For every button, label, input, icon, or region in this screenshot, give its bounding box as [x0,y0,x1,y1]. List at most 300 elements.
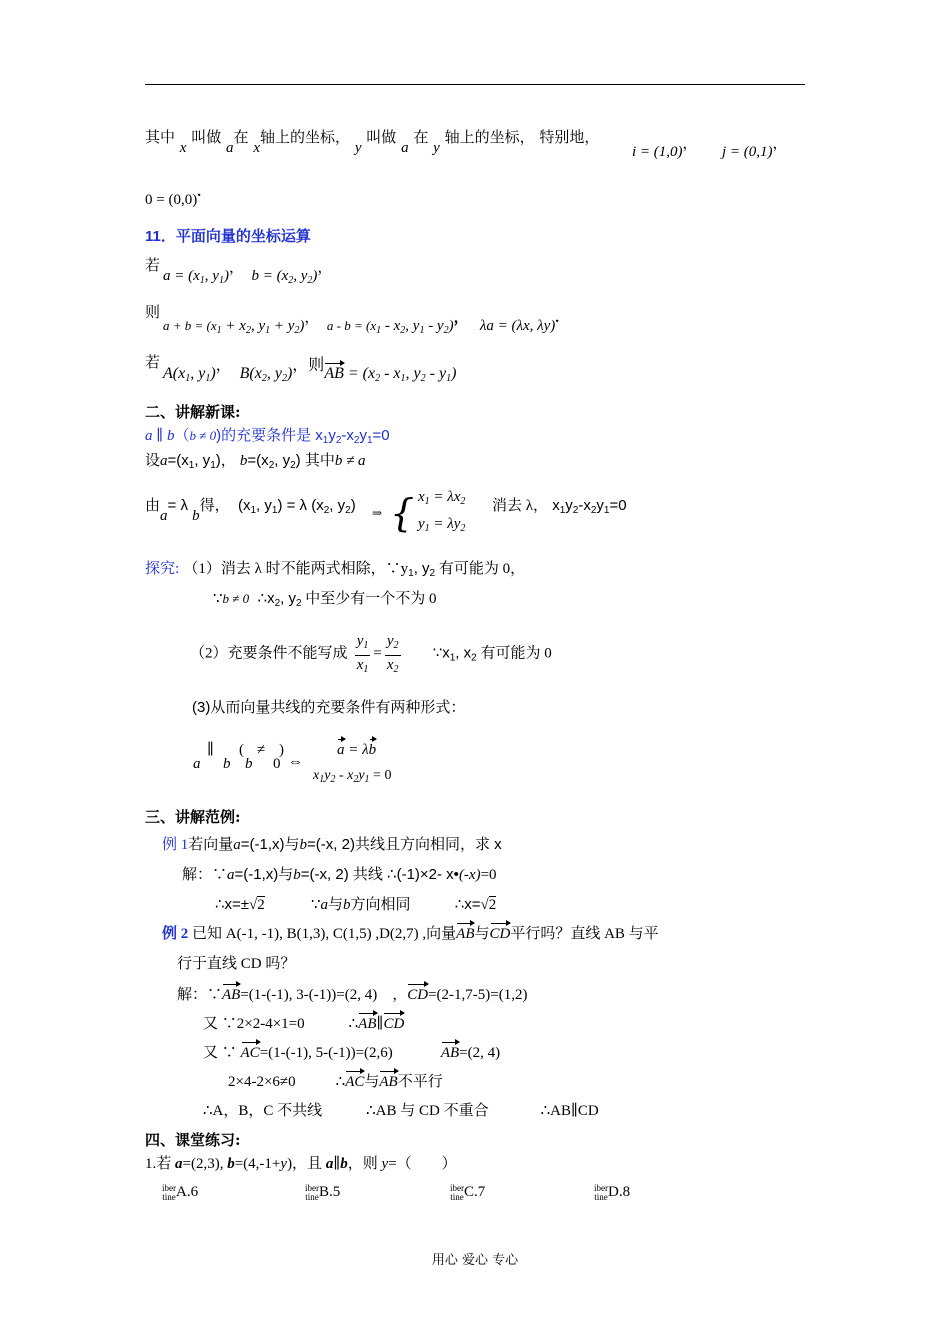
sub: 2 [245,325,251,336]
sub: 2 [353,435,360,446]
vector-a: a [337,742,345,758]
option-marker: iber tine [162,1182,176,1202]
text: 在 [233,128,249,146]
m: + y [270,318,295,334]
explore-line-1 [145,559,525,584]
sub: 2 [294,325,300,336]
text: 与 [474,926,490,942]
m: - x [381,318,401,334]
text: =(2,3), [182,1156,228,1172]
sub: 1 [400,373,406,384]
text: =(2, 4) [459,1045,501,1061]
text: 有可能为 0 [476,645,552,662]
vector-ab: AB [456,926,475,942]
text: =(x [167,452,189,469]
text: = λ [167,497,188,514]
j-vector [722,136,788,162]
sub: 2 [460,496,466,507]
operations-line [163,310,560,341]
vector-cd: CD [489,926,511,942]
sub: 1 [363,664,369,675]
vector-ab: AB [440,1045,460,1061]
sub: 2 [330,774,336,785]
sub: 2 [307,275,313,286]
m: A(x [163,365,186,382]
text: , y [413,560,430,577]
sub: 1 [319,774,325,785]
option-c[interactable] [450,1182,485,1202]
m: a = (x [163,268,200,284]
m: y [280,1156,288,1172]
option-marker: iber tine [305,1182,319,1202]
text: =(4,-1+ [234,1156,281,1172]
text: 与 [328,897,344,913]
m: a [320,897,328,913]
text: 不平行 [397,1074,443,1090]
collinear-condition [145,426,390,451]
sub: 1 [322,435,329,446]
text: y [596,497,604,514]
option-marker: iber tine [594,1182,608,1202]
m: ∥ [152,428,167,444]
example-2-solution-3 [203,1043,500,1063]
vector-b: b [368,742,377,758]
m: ) [312,268,318,284]
m: = (x [343,365,376,382]
example-2-cont: 行于直线 CD 吗？ [177,956,296,972]
i-vector [632,136,698,162]
text: （2）充要条件不能写成 [190,645,348,662]
m: b ≠ 0 [222,591,250,606]
sub: 1 [216,325,222,336]
text: =0 [609,497,627,514]
comma: ， [453,310,469,326]
m: b ≠ 0 [189,428,217,443]
m: - x [380,365,401,382]
text: 平行吗？直线 AB 与平 [510,926,659,942]
m: , y [405,365,421,382]
text: 与 [364,1074,380,1090]
math-zero: 0 = (0,0) [145,192,198,208]
m: a [193,756,201,772]
equation-system [390,486,465,540]
text: ∴x [257,590,275,607]
math-y: y [354,140,362,156]
sub: 1 [185,373,191,384]
example-2-solution-1 [177,985,527,1005]
sub: 1 [363,640,369,651]
operations-label: 则 [145,303,161,321]
implies-arrow: ⇒ [372,506,383,520]
text: y [359,427,367,444]
text: 有可能为 0， [435,561,526,577]
m: x [417,489,425,505]
sub: 1 [408,568,414,579]
text: 在 [413,128,429,146]
text: 叫做 [366,128,397,146]
m: x [356,657,364,673]
text: 得， [199,498,230,514]
m: y [417,516,425,532]
m: y [381,1156,389,1172]
m: a [175,1156,183,1172]
m: a [145,428,153,444]
m: y [356,633,364,649]
text: 解：∵ [182,867,228,883]
text: (x [237,497,251,514]
m: a - b = (x [326,318,377,333]
section-heading-4: 四、课堂练习: [145,1131,241,1149]
sub: 2 [353,774,359,785]
sub: 2 [393,664,399,675]
text: ∴ [335,1074,346,1090]
sub: 2 [335,435,342,446]
m: , y [204,268,219,284]
text: ) [350,497,356,514]
m: , y [190,365,206,382]
comma: ， [317,260,333,276]
m: , y [405,318,420,334]
text: 2×4-2×6≠0 [228,1074,296,1090]
m: = λ [344,742,369,758]
m: b [192,508,200,524]
text: = [373,645,382,662]
m: ) [299,318,305,334]
sqrt-sign: √ [480,897,489,913]
text: 又 ∵2×2-4×1=0 [203,1016,305,1032]
points-label: 若 [145,353,161,371]
vector-ac: AC [345,1074,365,1090]
m: = λy [429,516,461,532]
sub: 2 [393,640,399,651]
text: )，且 [287,1156,326,1172]
vector-cd: CD [407,987,429,1003]
text: ∴A，B，C 不共线 [203,1103,323,1119]
vector-a-coords [163,260,333,291]
example-1-result [215,895,496,915]
text: 1.若 [145,1156,176,1172]
m: a [160,508,168,524]
fraction-y2-x2 [385,632,401,679]
example-2-solution-4 [228,1072,443,1092]
m: y [386,633,394,649]
page-footer: 用心 爱心 专心 [431,1253,519,1268]
sub: 1 [364,774,370,785]
text: ，则 [292,357,325,374]
text: 设 [145,452,161,469]
text: , y [274,452,291,469]
text: y [328,427,336,444]
text: =(x [247,452,269,469]
vector-ab: AB [324,365,344,382]
iff-arrow: ⇔ [288,754,303,770]
m: ) [451,365,457,382]
period: . [197,184,201,200]
text: ∵x [432,644,450,662]
m: - x [335,768,354,783]
vector-ab: AB [379,1074,398,1090]
vector-ac: AC [240,1045,260,1061]
m: b [223,756,231,772]
explore-line-4: (3)从而向量共线的充要条件有两种形式： [192,699,466,716]
option-label: B.5 [319,1184,341,1200]
header-rule [145,84,805,85]
m: , y [266,365,282,382]
example-1-solution [182,865,497,885]
vector-ab: AB [222,987,241,1003]
explore-line-3 [190,630,552,677]
m: b [343,897,351,913]
sub: 1 [419,325,425,336]
option-b[interactable] [305,1182,340,1202]
m: y [324,768,331,783]
math-a: a [226,140,234,156]
text: ∴x= [454,896,481,913]
text: 0 [273,756,281,772]
sub: 1 [250,505,257,516]
text: ∴AB 与 CD 不重合 [366,1103,489,1119]
text: , y [194,452,211,469]
sqrt-sign: √ [249,897,258,913]
system-brace: { [390,491,415,535]
m: = λx [429,489,461,505]
sub: 1 [205,373,211,384]
example-2-solution-5 [203,1101,599,1121]
example-2 [162,924,659,944]
m: a [325,1156,334,1172]
text: x [552,497,560,514]
text: , y [256,497,272,514]
text: ( [239,742,244,758]
vector-cd: CD [383,1016,405,1032]
m: , y [293,268,308,284]
sub: 2 [345,505,351,516]
practice-question-1 [145,1154,457,1174]
sub: 2 [400,325,406,336]
m: ) [448,318,454,334]
fraction-y1-x1 [355,632,371,679]
sub: 2 [290,460,296,471]
m: (-x) [458,867,481,883]
math-j: j = (0,1) [722,144,773,160]
text: y [565,497,573,514]
eliminate-lambda [492,496,627,521]
text: =0 [372,427,390,444]
option-marker: iber tine [450,1182,464,1202]
text: 若向量 [188,837,234,853]
sub: 2 [281,373,287,384]
section-heading-2: 二、讲解新课: [145,403,241,421]
explore-label: 探究: [145,561,180,577]
points-line [163,357,457,389]
sub: 1 [188,460,195,471]
m: - y [425,365,447,382]
sub: 1 [218,275,224,286]
text: ∴AB∥CD [540,1103,599,1119]
sub: 1 [603,505,610,516]
sub: 1 [265,325,271,336]
text: 由 [145,498,161,514]
text: )， [215,452,236,469]
sub: 1 [271,505,278,516]
option-a[interactable] [162,1182,198,1202]
text: 方向相同 [350,897,411,913]
sqrt-value: 2 [257,897,265,913]
sub: 2 [471,652,477,664]
sub: 2 [268,460,275,471]
math-y: y [433,140,440,156]
m: b [340,1156,348,1172]
example-2-solution-2 [203,1014,404,1034]
option-label: C.7 [464,1184,486,1200]
option-label: A.6 [176,1184,199,1200]
sub: 1 [199,275,205,286]
text: （ [174,427,190,444]
sub: 2 [443,325,449,336]
m: b = (x [251,268,289,284]
sub: 1 [376,325,382,336]
option-d[interactable] [594,1182,630,1202]
text: =(1-(-1), 5-(-1))=(2,6) [259,1045,393,1061]
text: ∵ [213,591,223,607]
comma: ， [228,260,244,276]
m: a [233,837,241,853]
period: . [555,310,560,326]
comma: ， [682,136,698,152]
m: + x [221,318,246,334]
text: = 0 [369,768,392,783]
sub: 1 [446,373,452,384]
sub: 1 [366,435,373,446]
m: b ≠ a [334,453,366,469]
math-x: x [179,140,187,156]
sqrt-value: 2 [488,897,497,913]
sub: 2 [429,568,436,579]
sub: 2 [572,505,579,516]
math-i: i = (1,0) [632,144,683,160]
sub: 2 [288,275,294,286]
sub: 2 [261,373,267,384]
text: =(-x, 2)共线且方向相同，求 x [307,836,502,853]
m: x [313,768,320,783]
m: a + b = (x [163,318,217,333]
section-heading-11: 11．平面向量的坐标运算 [145,228,311,245]
text: -x [578,497,591,514]
text: （1）消去 λ 时不能两式相除，∵y [183,561,409,577]
vector-ab: AB [358,1016,377,1032]
sub: 2 [274,598,281,609]
m: , y [250,318,266,334]
text: =(-x, 2) 共线 ∴(-1)×2- x• [300,866,459,883]
text: ) [279,742,284,758]
derivation-line [145,496,356,524]
text: -x [341,427,354,444]
text: =（ ） [388,1156,457,1172]
text: )的充要条件是 x [216,427,323,444]
text: ∴ [348,1016,359,1032]
example-2-label: 例 2 [162,926,189,942]
text: 解：∵ [177,987,223,1003]
text: =(-1,x)与 [240,836,300,853]
sub: 2 [590,505,597,516]
example-1-label: 例 1 [162,837,189,853]
section-heading-3: 三、讲解范例: [145,808,241,826]
text: ) 其中 [295,452,335,469]
option-label: D.8 [608,1184,631,1200]
m: b [299,837,308,853]
system-lines [418,486,465,540]
sub: 2 [323,505,330,516]
text: 若 [145,256,161,274]
text: , y [280,590,296,607]
text: 轴上的坐标， 特别地， [444,128,600,146]
text: 消去 λ， [492,498,549,514]
m: - y [424,318,444,334]
sub: 1 [559,505,566,516]
m: ∥ [207,742,214,758]
text: =0 [480,867,497,883]
vectors-ab-line [145,255,160,275]
comma: ， [772,136,788,152]
sub: 1 [424,496,430,507]
text: =(2-1,7-5)=(1,2) [428,987,528,1003]
comma: ， [215,357,232,374]
text: =(1-(-1), 3-(-1))=(2, 4) [240,987,378,1003]
m: b [166,428,175,444]
explore-line-2 [213,589,437,614]
text: 中至少有一个不为 0 [301,591,437,607]
m: ) [223,268,229,284]
sub: 2 [460,523,466,534]
m: a [160,453,168,469]
m: B(x [239,365,262,382]
m: ) [210,365,216,382]
text: 其中 [145,128,176,146]
text: ， [392,987,408,1003]
m: y [358,768,365,783]
text: 轴上的坐标， [260,128,351,146]
m: b [245,756,253,772]
sub: 2 [420,373,426,384]
text: ∥ [333,1156,341,1172]
text: , x [455,644,472,662]
sub: 1 [449,652,456,664]
example-1 [162,835,502,855]
sub: 1 [210,460,216,471]
sub: 2 [375,373,381,384]
text: , y [329,497,346,514]
setup-line [145,451,366,476]
m: b [293,867,301,883]
text: 又 ∵ [203,1045,237,1061]
text: ∵ [310,897,321,913]
m: b [239,453,248,469]
text: =(-1,x)与 [234,866,294,883]
text: ，则 [347,1156,382,1172]
text: ≠ [257,742,266,758]
coord-definition-line [145,127,600,156]
collinear-forms [193,742,453,790]
text: 已知 A(-1, -1), B(1,3), C(1,5) ,D(2,7) ,向量 [192,926,457,942]
m: λa = (λx, λy) [479,318,556,334]
m: b [227,1156,235,1172]
text: ) = λ (x [277,497,324,514]
comma: ， [304,310,320,326]
sub: 1 [424,523,430,534]
text: 叫做 [191,128,222,146]
m: x [386,657,394,673]
text: ∴x=± [215,896,250,913]
